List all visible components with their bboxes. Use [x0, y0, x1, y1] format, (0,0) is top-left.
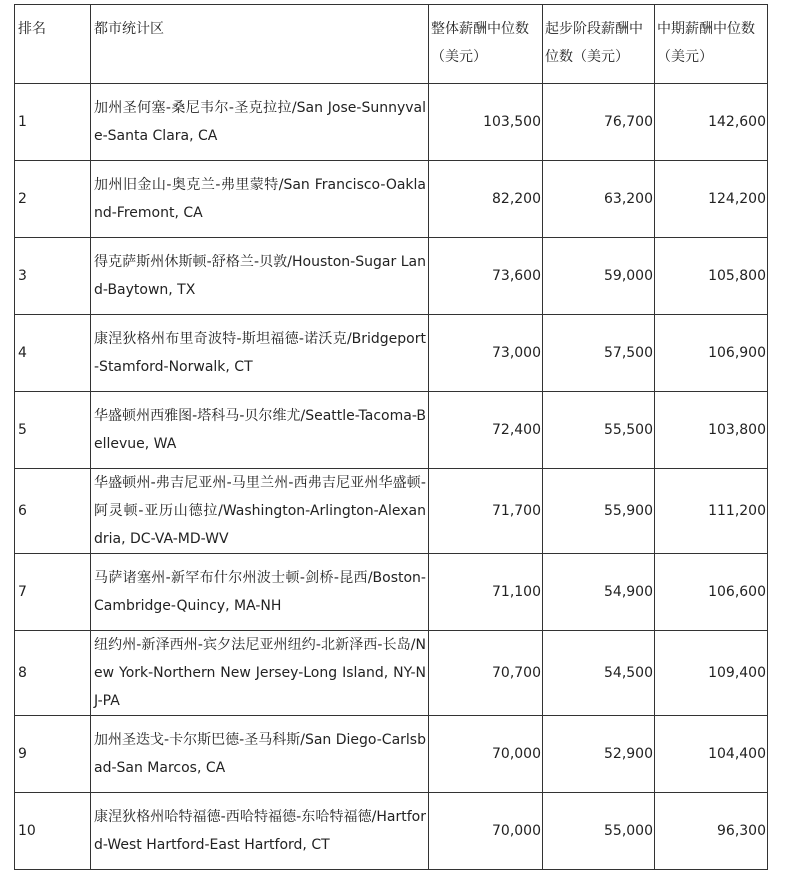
cell-overall-median: 71,100 — [429, 554, 543, 631]
header-rank: 排名 — [15, 5, 91, 84]
cell-city: 得克萨斯州休斯顿-舒格兰-贝敦/Houston-Sugar Land-Baytown, TX — [91, 238, 429, 315]
table-row — [15, 238, 768, 315]
cell-city: 康涅狄格州哈特福德-西哈特福德-东哈特福德/Hartford-West Hartford-East Hartford, CT — [91, 793, 429, 870]
cell-city: 加州旧金山-奥克兰-弗里蒙特/San Francisco-Oakland-Fremont, CA — [91, 161, 429, 238]
header-entry-line2: 位数（美元） — [545, 49, 629, 65]
cell-overall-median: 70,000 — [429, 716, 543, 793]
salary-ranking-table — [14, 4, 768, 870]
cell-entry-median: 57,500 — [543, 315, 655, 392]
cell-mid-median: 142,600 — [655, 84, 768, 161]
cell-overall-median: 103,500 — [429, 84, 543, 161]
table-row — [15, 716, 768, 793]
cell-overall-median: 71,700 — [429, 469, 543, 554]
cell-city: 马萨诸塞州-新罕布什尔州波士顿-剑桥-昆西/Boston-Cambridge-Quincy, MA-NH — [91, 554, 429, 631]
cell-rank: 5 — [15, 392, 91, 469]
cell-mid-median: 109,400 — [655, 631, 768, 716]
cell-mid-median: 106,900 — [655, 315, 768, 392]
cell-entry-median: 54,500 — [543, 631, 655, 716]
cell-city: 加州圣迭戈-卡尔斯巴德-圣马科斯/San Diego-Carlsbad-San Marcos, CA — [91, 716, 429, 793]
cell-mid-median: 106,600 — [655, 554, 768, 631]
cell-city: 华盛顿州-弗吉尼亚州-马里兰州-西弗吉尼亚州华盛顿-阿灵顿-亚历山德拉/Washington-Arlington-Alexandria, DC-VA-MD-WV — [91, 469, 429, 554]
cell-entry-median: 76,700 — [543, 84, 655, 161]
cell-overall-median: 70,000 — [429, 793, 543, 870]
header-mid-median — [655, 5, 768, 84]
header-overall-line1: 整体薪酬中位数 — [431, 21, 529, 37]
cell-rank: 1 — [15, 84, 91, 161]
cell-overall-median: 72,400 — [429, 392, 543, 469]
header-overall-median — [429, 5, 543, 84]
cell-mid-median: 103,800 — [655, 392, 768, 469]
cell-rank: 2 — [15, 161, 91, 238]
cell-city: 康涅狄格州布里奇波特-斯坦福德-诺沃克/Bridgeport-Stamford-Norwalk, CT — [91, 315, 429, 392]
table-row — [15, 631, 768, 716]
cell-mid-median: 105,800 — [655, 238, 768, 315]
header-entry-median — [543, 5, 655, 84]
cell-entry-median: 63,200 — [543, 161, 655, 238]
cell-rank: 4 — [15, 315, 91, 392]
cell-rank: 6 — [15, 469, 91, 554]
table-header-row — [15, 5, 768, 84]
cell-rank: 3 — [15, 238, 91, 315]
cell-mid-median: 111,200 — [655, 469, 768, 554]
cell-rank: 9 — [15, 716, 91, 793]
cell-overall-median: 73,000 — [429, 315, 543, 392]
cell-city: 华盛顿州西雅图-塔科马-贝尔维尤/Seattle-Tacoma-Bellevue, WA — [91, 392, 429, 469]
cell-entry-median: 54,900 — [543, 554, 655, 631]
header-entry-line1: 起步阶段薪酬中 — [545, 21, 643, 37]
cell-entry-median: 59,000 — [543, 238, 655, 315]
table-row — [15, 469, 768, 554]
cell-overall-median: 70,700 — [429, 631, 543, 716]
cell-overall-median: 82,200 — [429, 161, 543, 238]
table-row — [15, 392, 768, 469]
cell-city: 加州圣何塞-桑尼韦尔-圣克拉拉/San Jose-Sunnyvale-Santa Clara, CA — [91, 84, 429, 161]
table-row — [15, 161, 768, 238]
header-overall-line2: （美元） — [431, 49, 487, 65]
table-row — [15, 84, 768, 161]
table-row — [15, 315, 768, 392]
cell-entry-median: 55,900 — [543, 469, 655, 554]
cell-mid-median: 104,400 — [655, 716, 768, 793]
cell-rank: 8 — [15, 631, 91, 716]
cell-entry-median: 52,900 — [543, 716, 655, 793]
cell-mid-median: 124,200 — [655, 161, 768, 238]
table-row — [15, 793, 768, 870]
cell-overall-median: 73,600 — [429, 238, 543, 315]
cell-entry-median: 55,500 — [543, 392, 655, 469]
header-city: 都市统计区 — [91, 5, 429, 84]
cell-rank: 10 — [15, 793, 91, 870]
header-mid-line1: 中期薪酬中位数 — [657, 21, 755, 37]
header-mid-line2: （美元） — [657, 49, 713, 65]
cell-city: 纽约州-新泽西州-宾夕法尼亚州纽约-北新泽西-长岛/New York-Northern New Jersey-Long Island, NY-NJ-PA — [91, 631, 429, 716]
cell-mid-median: 96,300 — [655, 793, 768, 870]
cell-rank: 7 — [15, 554, 91, 631]
cell-entry-median: 55,000 — [543, 793, 655, 870]
table-row — [15, 554, 768, 631]
